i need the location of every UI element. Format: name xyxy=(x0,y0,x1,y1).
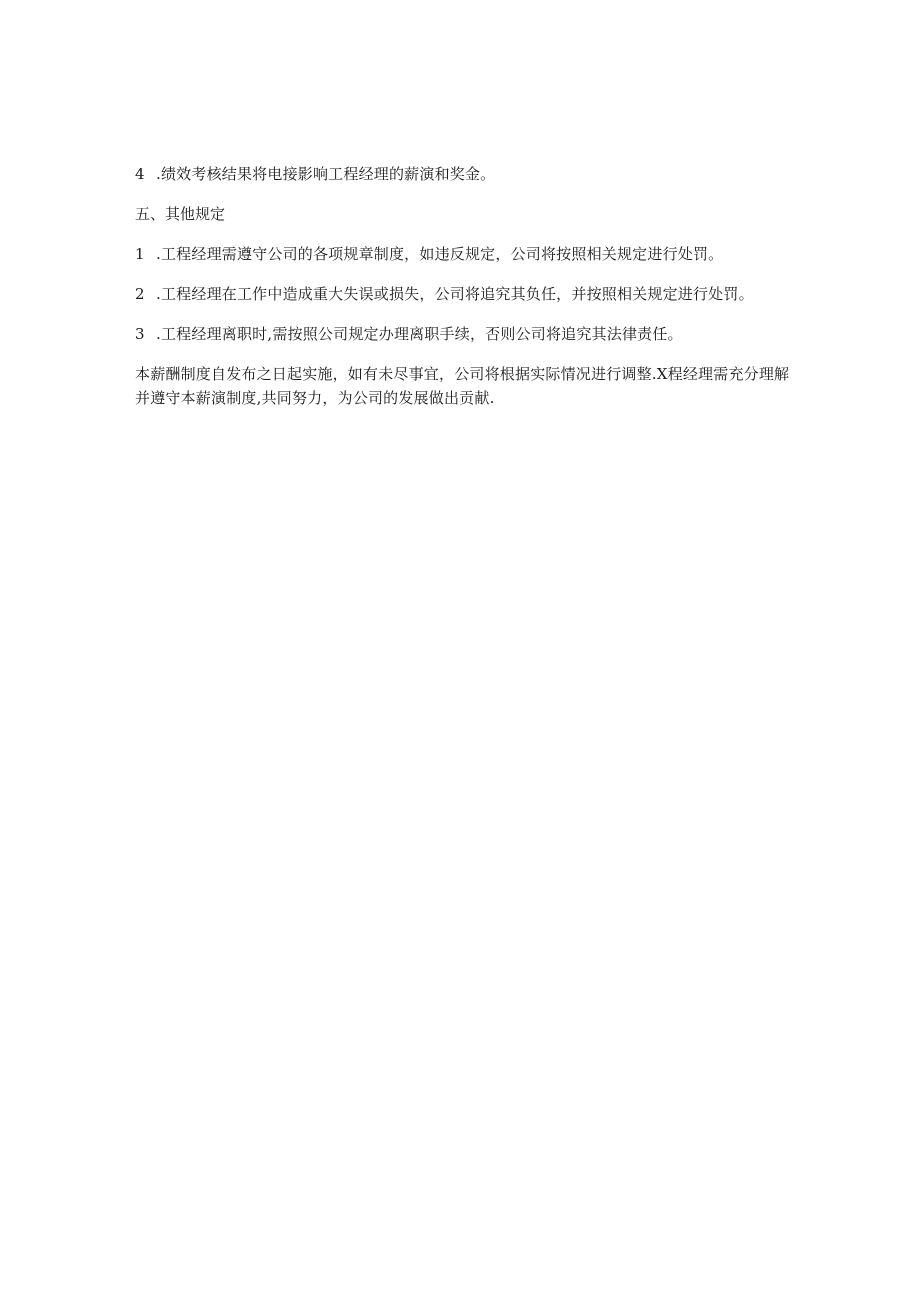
item-text: .工程经理在工作中造成重大失误或损失，公司将追究其负任，并按照相关规定进行处罚。 xyxy=(156,285,754,303)
list-item-1 xyxy=(135,242,800,266)
list-item-2 xyxy=(135,282,800,306)
closing-paragraph: 本薪酬制度自发布之日起实施，如有未尽事宜，公司将根据实际情况进行调整.X程经理需充分理解并遵守本薪演制度,共同努力，为公司的发展做出贡献. xyxy=(135,365,790,407)
item-number: 1 xyxy=(135,245,145,263)
paragraph-item-4 xyxy=(135,162,800,186)
item-text: .工程经理离职时,需按照公司规定办理离职手续，否则公司将追究其法律责任。 xyxy=(156,325,683,343)
item-text: .工程经理需遵守公司的各项规章制度，如违反规定，公司将按照相关规定进行处罚。 xyxy=(156,245,724,263)
item-number: 2 xyxy=(135,285,145,303)
section-heading: 五、其他规定 xyxy=(135,205,226,223)
item-number: 4 xyxy=(135,165,145,183)
item-text: .绩效考核结果将电接影响工程经理的薪演和奖金。 xyxy=(156,165,496,183)
item-number: 3 xyxy=(135,325,145,343)
document-body xyxy=(135,162,800,426)
list-item-3 xyxy=(135,322,800,346)
